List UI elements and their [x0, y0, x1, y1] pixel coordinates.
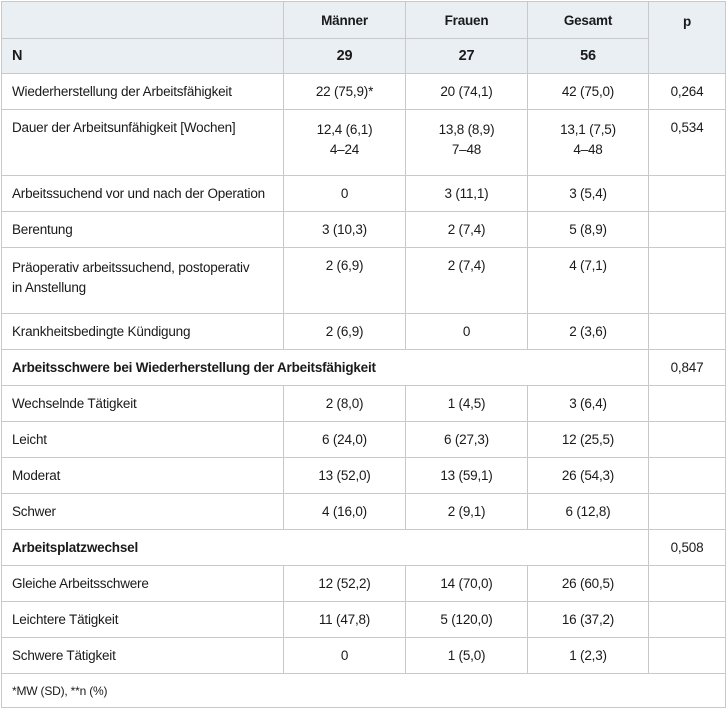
cell-p [649, 638, 726, 674]
cell-maenner: 0 [284, 176, 406, 212]
cell-gesamt: 6 (12,8) [528, 494, 649, 530]
cell-value: 13,1 (7,5) [560, 122, 616, 137]
table-row [2, 212, 726, 248]
cell-maenner: 2 (8,0) [284, 386, 406, 422]
cell-frauen: 5 (120,0) [406, 602, 528, 638]
cell-maenner: 6 (24,0) [284, 422, 406, 458]
cell-maenner: 3 (10,3) [284, 212, 406, 248]
cell-maenner: 11 (47,8) [284, 602, 406, 638]
cell-frauen: 20 (74,1) [406, 74, 528, 110]
cell-maenner: 12 (52,2) [284, 566, 406, 602]
cell-frauen: 1 (5,0) [406, 638, 528, 674]
table-row [2, 566, 726, 602]
row-label: Berentung [2, 212, 284, 248]
row-label: Moderat [2, 458, 284, 494]
row-label: Leichtere Tätigkeit [2, 602, 284, 638]
row-label: Arbeitssuchend vor und nach der Operation [2, 176, 284, 212]
n-row [2, 39, 726, 74]
cell-frauen: 2 (7,4) [406, 248, 528, 314]
n-label: N [2, 39, 284, 74]
table-row [2, 314, 726, 350]
cell-frauen: 3 (11,1) [406, 176, 528, 212]
section-title: Arbeitsplatzwechsel [2, 530, 649, 566]
cell-maenner: 2 (6,9) [284, 248, 406, 314]
cell-gesamt: 26 (54,3) [528, 458, 649, 494]
cell-p [649, 566, 726, 602]
table-row [2, 422, 726, 458]
row-label: Gleiche Arbeitsschwere [2, 566, 284, 602]
cell-gesamt: 4 (7,1) [528, 248, 649, 314]
cell-frauen: 0 [406, 314, 528, 350]
cell-range: 4–24 [329, 142, 360, 157]
cell-gesamt: 1 (2,3) [528, 638, 649, 674]
footnote-row [2, 674, 726, 708]
footnote: *MW (SD), **n (%) [2, 674, 726, 708]
cell-p [649, 314, 726, 350]
cell-p: 0,508 [649, 530, 726, 566]
row-label: Leicht [2, 422, 284, 458]
cell-gesamt: 26 (60,5) [528, 566, 649, 602]
table-row [2, 458, 726, 494]
table-row [2, 494, 726, 530]
cell-maenner: 22 (75,9)* [284, 74, 406, 110]
n-frauen: 27 [406, 39, 528, 74]
table-row [2, 638, 726, 674]
cell-p [649, 212, 726, 248]
cell-gesamt: 42 (75,0) [528, 74, 649, 110]
table-row [2, 248, 726, 314]
cell-p [649, 458, 726, 494]
cell-gesamt: 3 (5,4) [528, 176, 649, 212]
cell-p [649, 248, 726, 314]
header-maenner: Männer [284, 2, 406, 39]
n-maenner: 29 [284, 39, 406, 74]
row-label-line: Präoperativ arbeitssuchend, postoperativ [12, 260, 250, 275]
n-gesamt: 56 [528, 39, 649, 74]
cell-gesamt: 12 (25,5) [528, 422, 649, 458]
cell-gesamt: 16 (37,2) [528, 602, 649, 638]
cell-maenner: 4 (16,0) [284, 494, 406, 530]
section-title: Arbeitsschwere bei Wiederherstellung der Arbeitsfähigkeit [2, 350, 649, 386]
cell-gesamt: 2 (3,6) [528, 314, 649, 350]
cell-frauen: 2 (9,1) [406, 494, 528, 530]
cell-p [649, 176, 726, 212]
cell-p: 0,264 [649, 74, 726, 110]
cell-frauen: 1 (4,5) [406, 386, 528, 422]
cell-gesamt: 3 (6,4) [528, 386, 649, 422]
cell-gesamt [528, 110, 649, 176]
row-label: Schwere Tätigkeit [2, 638, 284, 674]
cell-frauen [406, 110, 528, 176]
cell-p [649, 494, 726, 530]
cell-maenner: 13 (52,0) [284, 458, 406, 494]
cell-maenner: 0 [284, 638, 406, 674]
cell-p [649, 386, 726, 422]
header-gesamt: Gesamt [528, 2, 649, 39]
cell-frauen: 13 (59,1) [406, 458, 528, 494]
section-row [2, 350, 726, 386]
row-label: Dauer der Arbeitsunfähigkeit [Wochen] [2, 110, 284, 176]
cell-value: 13,8 (8,9) [438, 122, 495, 137]
cell-maenner [284, 110, 406, 176]
section-row [2, 530, 726, 566]
cell-p: 0,534 [649, 110, 726, 176]
row-label: Krankheitsbedingte Kündigung [2, 314, 284, 350]
cell-maenner: 2 (6,9) [284, 314, 406, 350]
header-p: p [649, 2, 726, 74]
cell-p [649, 602, 726, 638]
cell-value: 12,4 (6,1) [316, 122, 373, 137]
results-table [1, 1, 726, 708]
table-row [2, 386, 726, 422]
cell-range: 4–48 [573, 142, 603, 157]
row-label: Wechselnde Tätigkeit [2, 386, 284, 422]
table-row [2, 110, 726, 176]
table-row [2, 74, 726, 110]
header-empty-cell [2, 2, 284, 39]
table-row [2, 176, 726, 212]
table-row [2, 602, 726, 638]
cell-frauen: 14 (70,0) [406, 566, 528, 602]
cell-frauen: 6 (27,3) [406, 422, 528, 458]
header-frauen: Frauen [406, 2, 528, 39]
cell-frauen: 2 (7,4) [406, 212, 528, 248]
row-label: Schwer [2, 494, 284, 530]
row-label-line: in Anstellung [12, 280, 86, 295]
cell-p [649, 422, 726, 458]
row-label: Wiederherstellung der Arbeitsfähigkeit [2, 74, 284, 110]
cell-gesamt: 5 (8,9) [528, 212, 649, 248]
row-label [2, 248, 284, 314]
cell-range: 7–48 [451, 142, 482, 157]
header-row [2, 2, 726, 39]
cell-p: 0,847 [649, 350, 726, 386]
